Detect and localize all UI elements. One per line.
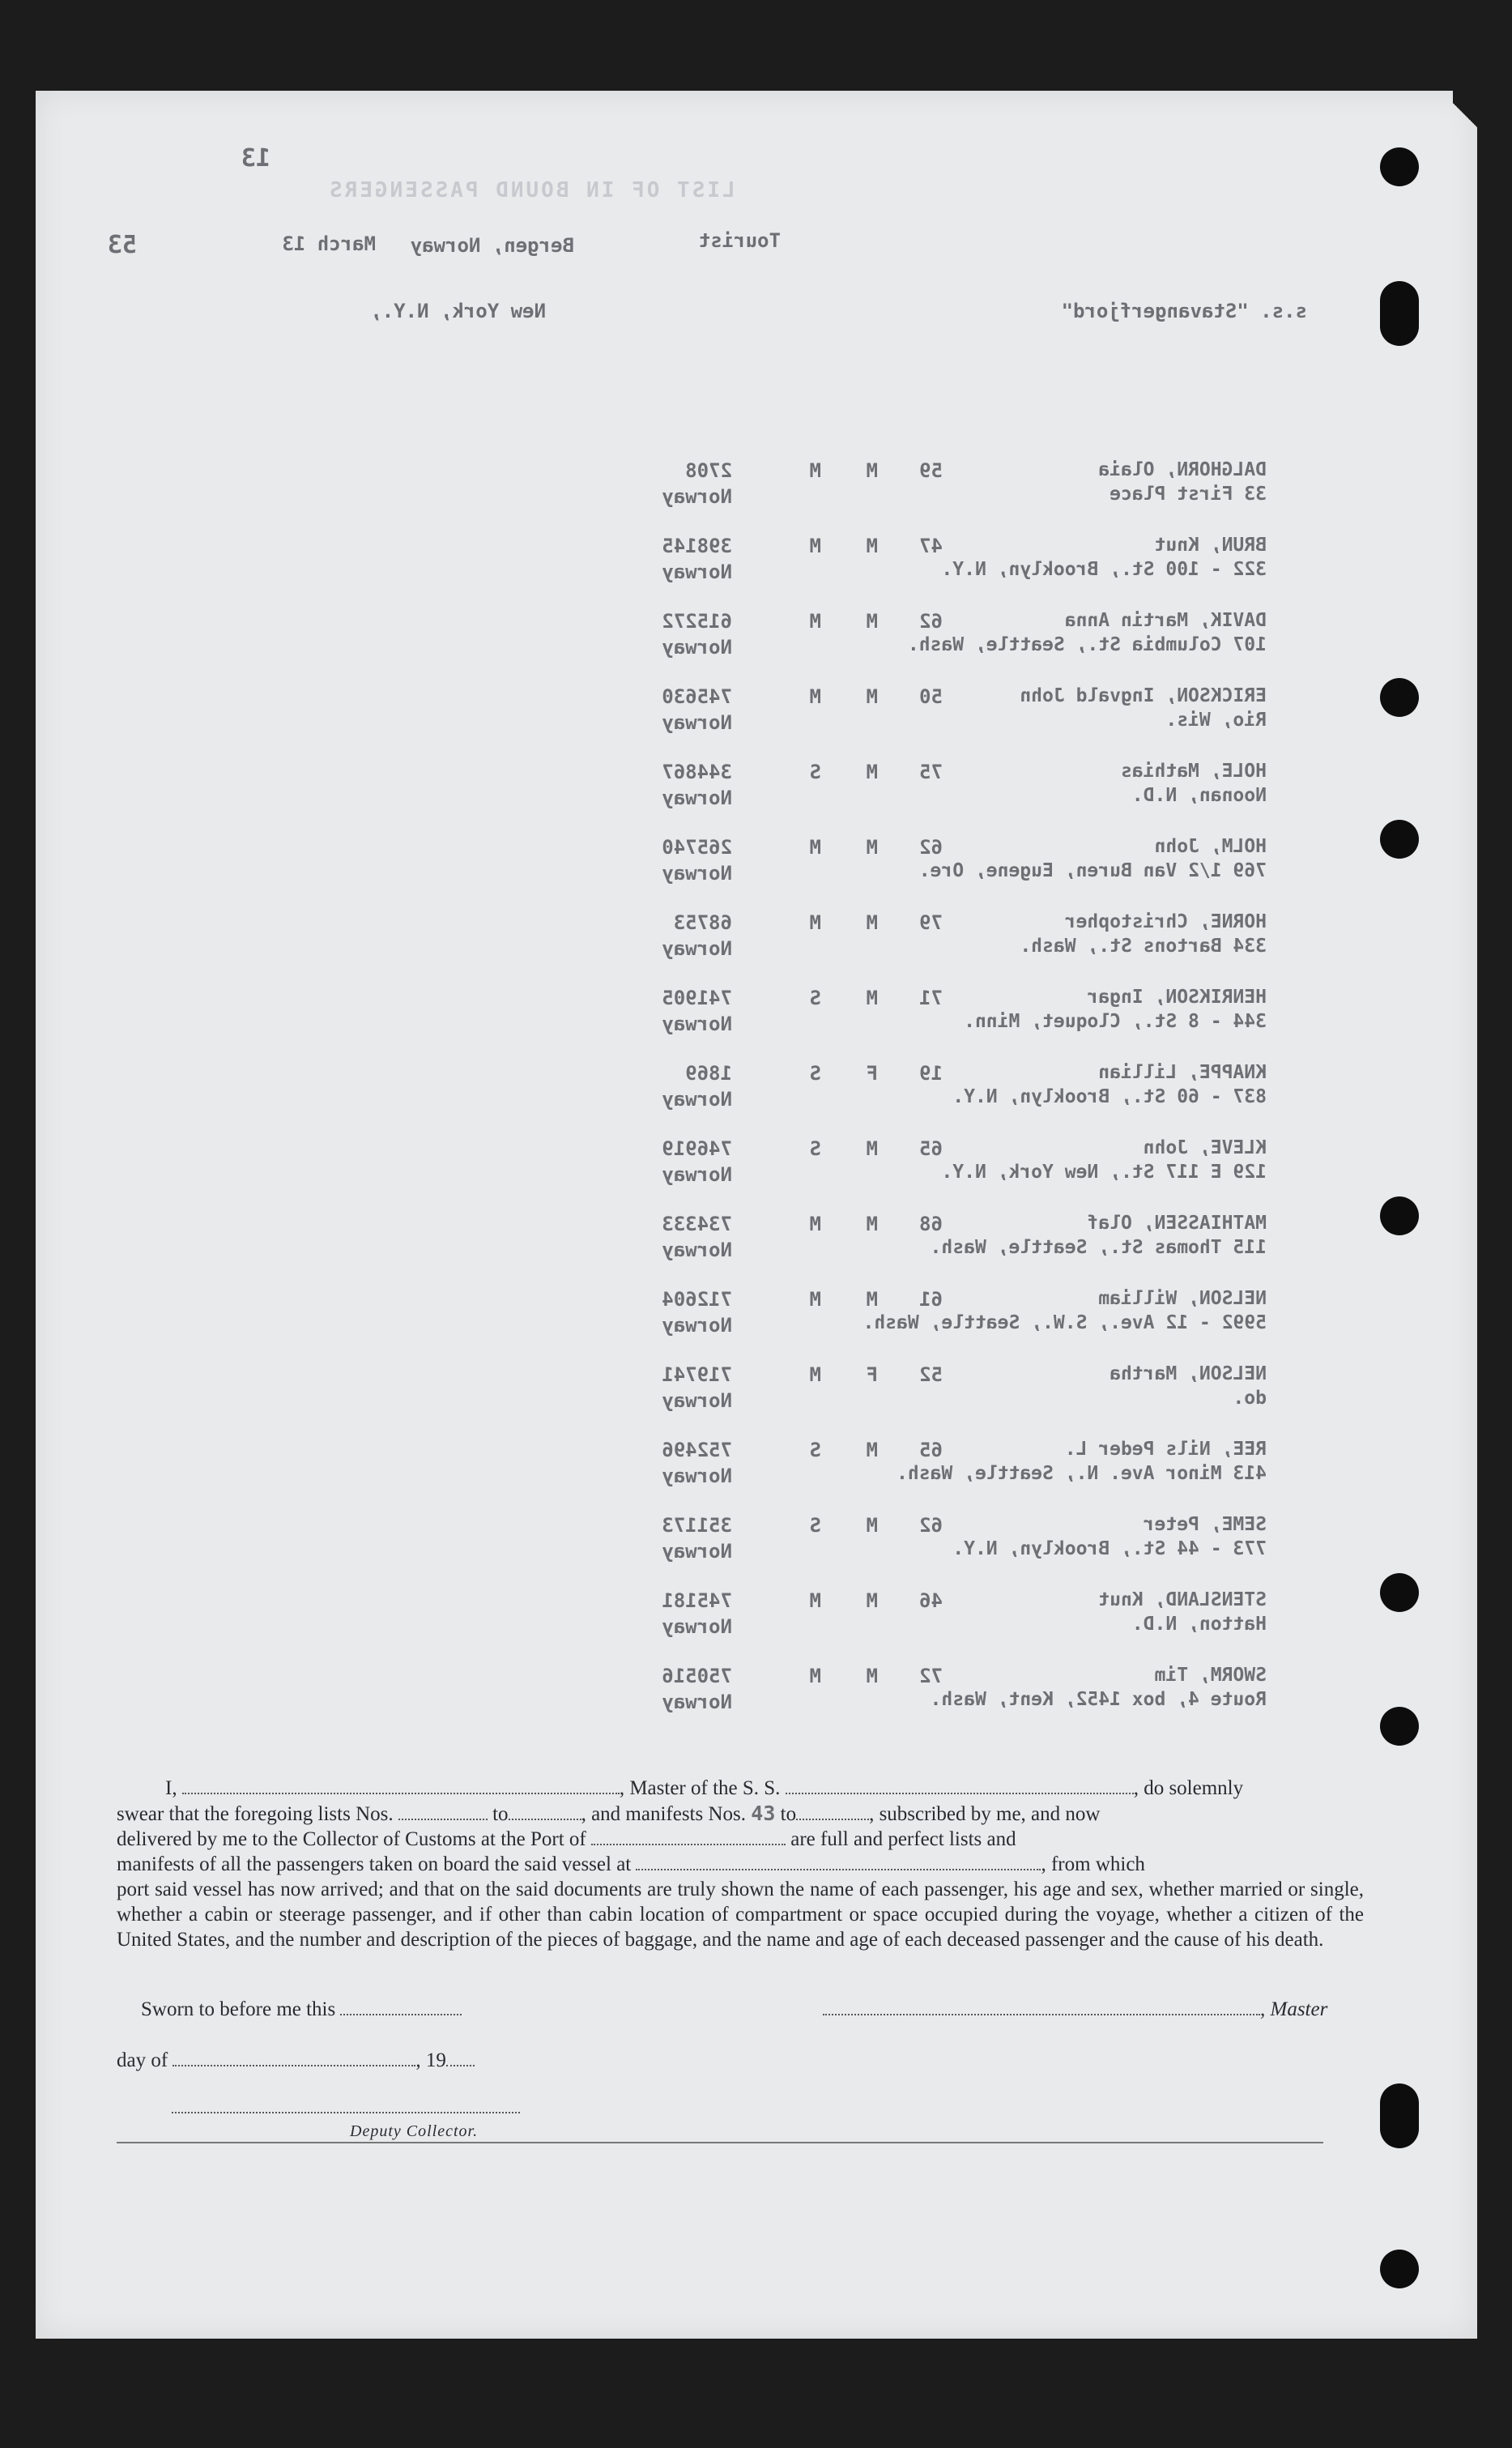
passenger-age: 71: [919, 987, 943, 1009]
passenger-country: Norway: [662, 937, 732, 960]
passenger-sex: M: [866, 1213, 878, 1235]
passenger-sex: M: [866, 535, 878, 557]
passenger-age: 68: [919, 1213, 943, 1235]
oath-master-of: , Master of the S. S.: [619, 1777, 781, 1799]
passenger-name: SEME, Peter: [1143, 1514, 1267, 1535]
passenger-address: 322 - 100 St., Brooklyn, N.Y.: [941, 559, 1267, 580]
passenger-name: MATHIASSEN, Olaf: [1087, 1213, 1267, 1234]
passenger-name: SWORM, Tim: [1154, 1665, 1267, 1686]
passenger-country: Norway: [662, 1540, 732, 1563]
passenger-number: 344867: [662, 761, 732, 783]
deputy-collector-label: Deputy Collector.: [350, 2122, 479, 2140]
oath-i: I,: [165, 1777, 177, 1799]
passenger-name: KNAPPE, Lillian: [1098, 1062, 1267, 1083]
passenger-country: Norway: [662, 1163, 732, 1186]
passenger-address: 5992 - 12 Ave., S.W., Seattle, Wash.: [862, 1312, 1267, 1333]
passenger-address: 769 1/2 Van Buren, Eugene, Ore.: [918, 860, 1267, 881]
passenger-address: 129 E 117 St., New York, N.Y.: [941, 1162, 1267, 1183]
oath-line-2: [117, 1801, 1364, 1827]
passenger-country: Norway: [662, 862, 732, 885]
passenger-address: 115 Thomas St., Seattle, Wash.: [930, 1237, 1267, 1258]
passenger-name: DAVIK, Martin Anna: [1064, 610, 1267, 631]
departure-date: March 13: [282, 232, 376, 255]
oath-solemnly: , do solemnly: [1133, 1777, 1244, 1799]
passenger-sex: M: [866, 761, 878, 783]
faint-header: LIST OF IN BOUND PASSENGERS: [327, 178, 735, 203]
passenger-country: Norway: [662, 1389, 732, 1412]
passenger-address: Route 4, box 1452, Kent, Wash.: [930, 1689, 1267, 1710]
passenger-country: Norway: [662, 787, 732, 809]
manifest-from-value: 43: [751, 1802, 776, 1825]
passenger-address: Hatton, N.D.: [1131, 1614, 1267, 1635]
passenger-number: 745630: [662, 685, 732, 708]
passenger-sex: M: [866, 987, 878, 1009]
passenger-age: 50: [919, 685, 943, 708]
oath-delivered: delivered by me to the Collector of Customs at the Port of: [117, 1828, 586, 1850]
passenger-age: 62: [919, 1514, 943, 1537]
oath-line-3: [117, 1827, 1364, 1852]
passenger-sex: M: [866, 459, 878, 482]
class-label: Tourist: [698, 229, 781, 252]
list-from-blank: [398, 1819, 488, 1820]
passenger-age: 65: [919, 1137, 943, 1160]
deputy-line: [172, 2096, 520, 2119]
passenger-marital-status: S: [809, 987, 821, 1009]
passenger-address: 344 - 8 St., Cloquet, Minn.: [964, 1011, 1267, 1032]
passenger-age: 62: [919, 836, 943, 859]
oath-lists: swear that the foregoing lists Nos.: [117, 1803, 394, 1825]
passenger-age: 62: [919, 610, 943, 633]
passenger-number: 712604: [662, 1288, 732, 1311]
passenger-number: 745181: [662, 1589, 732, 1612]
bottom-rule: [117, 2142, 1323, 2143]
passenger-sex: M: [866, 1137, 878, 1160]
page-number: 13: [241, 144, 270, 173]
manifest-page: [36, 91, 1477, 2339]
passenger-address: 837 - 60 St., Brooklyn, N.Y.: [952, 1086, 1267, 1107]
passenger-country: Norway: [662, 1465, 732, 1487]
passenger-number: 265740: [662, 836, 732, 859]
year-blank: [446, 2065, 475, 2066]
oath-line-1: [117, 1776, 1364, 1801]
passenger-marital-status: M: [809, 459, 821, 482]
passenger-sex: F: [866, 1062, 878, 1085]
passenger-name: HORNE, Christopher: [1064, 911, 1267, 932]
passenger-age: 47: [919, 535, 943, 557]
passenger-sex: M: [866, 1589, 878, 1612]
passenger-address: 334 Bartons St., Wash.: [1020, 936, 1267, 957]
passenger-age: 75: [919, 761, 943, 783]
passenger-marital-status: M: [809, 1288, 821, 1311]
sworn-date-blank: [340, 2014, 462, 2015]
passenger-country: Norway: [662, 485, 732, 508]
passenger-age: 52: [919, 1363, 943, 1386]
passenger-marital-status: M: [809, 610, 821, 633]
list-to-blank: [509, 1819, 581, 1820]
passenger-number: 351173: [662, 1514, 732, 1537]
passenger-country: Norway: [662, 561, 732, 583]
oath-manifests-of: manifests of all the passengers taken on board the said vessel at: [117, 1853, 632, 1875]
passenger-address: 107 Columbia St., Seattle, Wash.: [907, 634, 1267, 655]
passenger-sex: M: [866, 1439, 878, 1461]
passenger-sex: M: [866, 610, 878, 633]
passenger-marital-status: M: [809, 836, 821, 859]
passenger-number: 2708: [685, 459, 732, 482]
passenger-sex: F: [866, 1363, 878, 1386]
passenger-name: DALGHORN, Olaia: [1098, 459, 1267, 480]
passenger-age: 59: [919, 459, 943, 482]
passenger-name: STENSLAND, Knut: [1098, 1589, 1267, 1610]
deputy-signature-blank: [172, 2112, 520, 2113]
passenger-marital-status: S: [809, 1137, 821, 1160]
master-name-blank: [182, 1793, 620, 1794]
passenger-sex: M: [866, 836, 878, 859]
passenger-address: 413 Minor Ave. N., Seattle, Wash.: [897, 1463, 1267, 1484]
passenger-name: KLEVE, John: [1143, 1137, 1267, 1158]
passenger-address: 33 First Place: [1110, 484, 1267, 505]
passenger-address: Noonan, N.D.: [1131, 785, 1267, 806]
passenger-name: HENRIKSON, Ingar: [1087, 987, 1267, 1008]
day-blank: [172, 2065, 415, 2066]
passenger-number: 719741: [662, 1363, 732, 1386]
passenger-country: Norway: [662, 1615, 732, 1638]
passenger-number: 746919: [662, 1137, 732, 1160]
passenger-number: 752496: [662, 1439, 732, 1461]
sworn-line: [141, 1998, 462, 2021]
passenger-number: 750516: [662, 1665, 732, 1687]
passenger-marital-status: M: [809, 535, 821, 557]
oath-subscribed: , subscribed by me, and now: [869, 1803, 1101, 1825]
passenger-age: 72: [919, 1665, 943, 1687]
passenger-marital-status: S: [809, 1439, 821, 1461]
passenger-address: Rio, Wis.: [1165, 710, 1267, 731]
passenger-age: 79: [919, 911, 943, 934]
passenger-marital-status: M: [809, 685, 821, 708]
sworn-label: Sworn to before me this: [141, 1998, 336, 2020]
passenger-marital-status: S: [809, 1062, 821, 1085]
passenger-age: 19: [919, 1062, 943, 1085]
oath-line-4: [117, 1852, 1364, 1877]
passenger-sex: M: [866, 1288, 878, 1311]
passenger-name: ERICKSON, Ingvald John: [1020, 685, 1267, 706]
arrival-port: New York, N.Y.,: [370, 300, 546, 322]
passenger-country: Norway: [662, 1239, 732, 1261]
passenger-age: 46: [919, 1589, 943, 1612]
passenger-sex: M: [866, 685, 878, 708]
passenger-marital-status: M: [809, 1213, 821, 1235]
oath-full-perfect: are full and perfect lists and: [790, 1828, 1016, 1850]
passenger-marital-status: M: [809, 1589, 821, 1612]
passenger-country: Norway: [662, 1013, 732, 1035]
passenger-country: Norway: [662, 711, 732, 734]
passenger-country: Norway: [662, 1691, 732, 1713]
passenger-name: HOLE, Mathias: [1120, 761, 1267, 782]
passenger-age: 65: [919, 1439, 943, 1461]
passenger-country: Norway: [662, 1088, 732, 1111]
master-label: , Master: [1260, 1998, 1328, 2020]
passenger-number: 741905: [662, 987, 732, 1009]
passenger-number: 615272: [662, 610, 732, 633]
passenger-number: 1869: [685, 1062, 732, 1085]
passenger-name: BRUN, Knut: [1154, 535, 1267, 556]
master-signature-line: [823, 1998, 1327, 2021]
passenger-name: NELSON, William: [1098, 1288, 1267, 1309]
passenger-marital-status: S: [809, 761, 821, 783]
ship-name-blank: [786, 1793, 1134, 1794]
port-blank: [591, 1844, 786, 1845]
manifest-to-blank: [796, 1819, 869, 1820]
passenger-address: 773 - 44 St., Brooklyn, N.Y.: [952, 1538, 1267, 1559]
passenger-marital-status: S: [809, 1514, 821, 1537]
passenger-address: do.: [1233, 1388, 1267, 1409]
passenger-name: HOLM, John: [1154, 836, 1267, 857]
oath-from-which: , from which: [1041, 1853, 1145, 1875]
day-of-line: [117, 2049, 475, 2072]
oath-rest: port said vessel has now arrived; and that on the said documents are truly shown the name of each passenger, his age and sex, whether married or single, whether a cabin or steerage passenger, and if other than cabin location of compartment or space occupied during the voyage, whether a citizen of the United States, and the number and description of the pieces of baggage, and the name and age of each deceased passenger and the cause of his death.: [117, 1879, 1364, 1951]
passenger-sex: M: [866, 1514, 878, 1537]
passenger-sex: M: [866, 911, 878, 934]
day-of-label: day of: [117, 2049, 168, 2071]
port-taken-blank: [636, 1869, 1041, 1870]
passenger-marital-status: M: [809, 1363, 821, 1386]
passenger-country: Norway: [662, 636, 732, 659]
line-number: 53: [107, 231, 137, 259]
passenger-number: 734333: [662, 1213, 732, 1235]
master-signature-blank: [823, 2014, 1260, 2015]
passenger-sex: M: [866, 1665, 878, 1687]
passenger-name: REE, Nils Peder L.: [1064, 1439, 1267, 1460]
year-label: , 19: [415, 2049, 446, 2071]
oath-to-1: to: [492, 1803, 509, 1825]
departure-port: Bergen, Norway: [410, 234, 574, 257]
oath-manifests: , and manifests Nos.: [581, 1803, 747, 1825]
passenger-number: 68753: [673, 911, 732, 934]
passenger-marital-status: M: [809, 1665, 821, 1687]
oath-text: [117, 1776, 1364, 1952]
passenger-age: 61: [919, 1288, 943, 1311]
passenger-country: Norway: [662, 1314, 732, 1337]
passenger-number: 398145: [662, 535, 732, 557]
vessel-name: s.s. "Stavangerfjord": [1061, 300, 1307, 322]
passenger-name: NELSON, Martha: [1110, 1363, 1267, 1384]
passenger-marital-status: M: [809, 911, 821, 934]
oath-to-2: to: [780, 1803, 797, 1825]
